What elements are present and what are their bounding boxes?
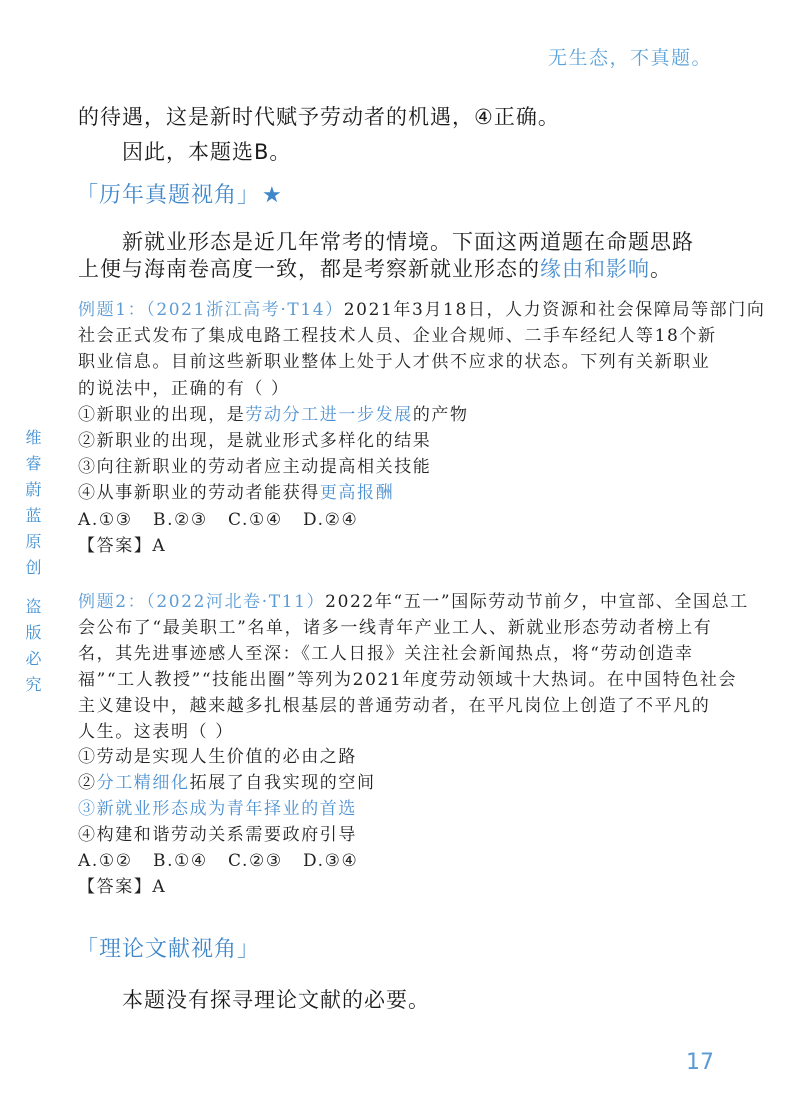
question-stem-text: 2021年3月18日，人力资源和社会保障局等部门向 [343,300,766,320]
choice-a: A.①③ [78,509,133,530]
paragraph-line: 新就业形态是近几年常考的情境。下面这两道题在命题思路 [122,230,694,254]
paragraph-text: 。 [650,257,672,281]
option-text: 的产物 [412,404,469,425]
answer-choices [78,849,749,875]
option-2 [78,771,749,797]
star-icon: ★ [262,183,283,208]
section-heading-past-exams [76,181,283,211]
option-text: ①新职业的出现，是 [78,404,246,425]
option-4 [78,480,765,506]
choice-d: D.③④ [303,851,359,872]
question-stem-line: 名，其先进事迹感人至深：《工人日报》关注社会新闻热点，将“劳动创造幸 [78,643,694,664]
theory-paragraph [122,986,430,1014]
question-stem-line: 职业信息。目前这些新职业整体上处于人才供不应求的状态。下列有关新职业 [78,352,711,373]
section-heading-theory: 「理论文献视角」 [76,937,261,962]
option-1 [78,402,765,428]
question-stem-line: 主义建设中，越来越多扎根基层的普通劳动者，在平凡岗位上创造了不平凡的 [78,695,711,716]
option-1: ①劳动是实现人生价值的必由之路 [78,747,357,768]
section-heading-text: 「历年真题视角」 [76,183,261,208]
highlight-text: 更高报酬 [319,483,395,504]
choice-c: C.②③ [228,851,283,872]
page-number: 17 [686,1050,714,1075]
question-stem-line: 的说法中，正确的有（ ） [78,378,290,399]
paragraph-line: 本题没有探寻理论文献的必要。 [122,988,430,1012]
choice-b: B.①④ [153,851,208,872]
question-stem-line: 福”“工人教授”“技能出圈”等列为2021年度劳动领域十大热词。在中国特色社会 [78,669,738,690]
example-question-1 [78,297,765,559]
question-label: 例题2：（2022河北卷·T11） [78,592,326,612]
intro-line: 的待遇，这是新时代赋予劳动者的机遇，④正确。 [78,105,560,129]
highlight-text: 缘由和影响 [540,257,650,281]
option-2: ②新职业的出现，是就业形式多样化的结果 [78,431,432,452]
example-question-2 [78,590,749,901]
highlight-text: 劳动分工进一步发展 [245,404,413,425]
option-text: ④从事新职业的劳动者能获得 [78,483,320,504]
question-stem-line: 社会正式发布了集成电路工程技术人员、企业合规师、二手车经纪人等18个新 [78,326,717,347]
question-stem-line: 会公布了“最美职工”名单，诸多一线青年产业工人、新就业形态劳动者榜上有 [78,617,713,638]
option-3: ③新就业形态成为青年择业的首选 [78,799,357,820]
question-stem-line [78,590,749,616]
option-4: ④构建和谐劳动关系需要政府引导 [78,825,357,846]
choice-b: B.②③ [153,509,208,530]
choice-d: D.②④ [303,509,359,530]
option-text: ② [78,773,97,794]
question-stem-text: 2022年“五一”国际劳动节前夕，中宣部、全国总工 [325,592,749,612]
question-label: 例题1：（2021浙江高考·T14） [78,300,344,320]
intro-text [78,100,560,170]
side-watermark-original: 维睿蔚蓝原创 [23,429,42,585]
question-stem-line [78,297,765,323]
choice-a: A.①② [78,851,133,872]
answer-line: 【答案】A [78,535,167,556]
question-stem-line: 人生。这表明（ ） [78,721,234,742]
option-3: ③向往新职业的劳动者应主动提高相关技能 [78,457,432,478]
highlight-text: 分工精细化 [96,773,190,794]
option-text: 拓展了自我实现的空间 [189,773,376,794]
section-intro-paragraph [78,229,694,283]
answer-choices [78,507,765,533]
paragraph-line [78,256,694,283]
paragraph-text: 上便与海南卷高度一致，都是考察新就业形态的 [78,257,540,281]
choice-c: C.①④ [228,509,283,530]
answer-line: 【答案】A [78,876,167,897]
conclusion-line: 因此，本题选B。 [122,140,292,164]
side-watermark-piracy: 盗版必究 [23,598,42,702]
header-motto: 无生态，不真题。 [547,47,712,69]
